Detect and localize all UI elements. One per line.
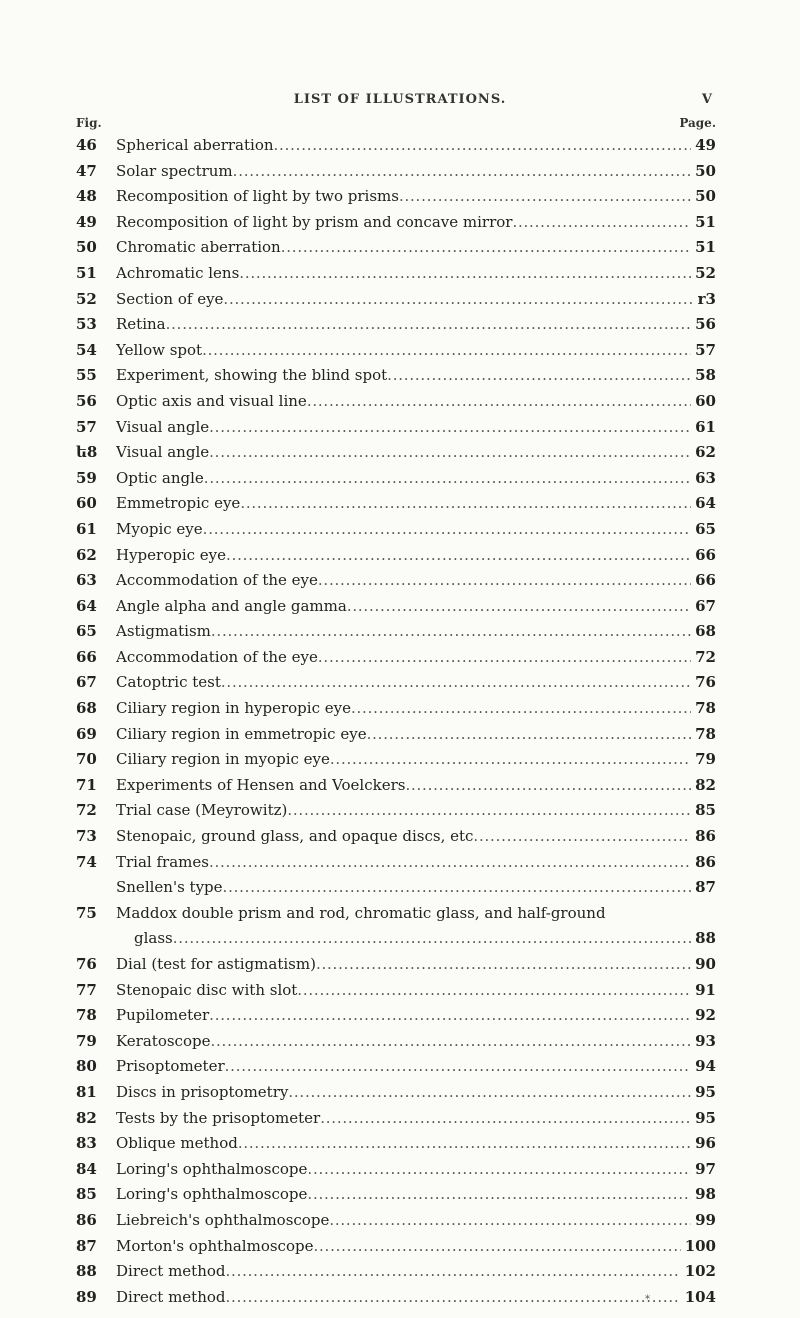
entry-title: Discs in prisoptometry	[116, 1082, 289, 1101]
dot-leader	[211, 619, 691, 645]
entry-line	[116, 389, 716, 415]
dot-leader	[307, 1157, 691, 1183]
entry-line	[116, 824, 716, 850]
dot-leader	[210, 1029, 691, 1055]
entry-title: Dial (test for astigmatism)	[116, 955, 316, 973]
entry-line	[116, 491, 716, 517]
entry-title: Hyperopic eye	[116, 545, 227, 564]
list-item	[76, 184, 716, 210]
entry-title: Visual angle	[116, 417, 210, 436]
page-number: 50	[695, 187, 716, 206]
page-number: 76	[695, 673, 716, 692]
fig-number: 84	[76, 1159, 97, 1178]
entry-title: Astigmatism	[116, 622, 211, 641]
entry-title: Retina	[116, 315, 166, 334]
fig-number: 82	[76, 1108, 97, 1127]
entry-title: Accommodation of the eye	[116, 647, 318, 666]
entry-title: Stenopaic disc with slot	[116, 980, 298, 999]
fig-number: 54	[76, 340, 97, 359]
page-number: 63	[695, 468, 716, 487]
dot-leader	[387, 363, 691, 389]
entry-title: Prisoptometer	[116, 1057, 225, 1076]
fig-number: 76	[76, 955, 97, 973]
dot-leader	[297, 978, 691, 1004]
entry-line	[116, 645, 716, 671]
fig-number: 68	[76, 699, 97, 718]
column-headings	[76, 116, 716, 134]
entry-title: Ciliary region in hyperopic eye	[116, 699, 351, 718]
dot-leader	[473, 824, 691, 850]
dot-leader	[320, 1106, 691, 1132]
entry-line	[116, 517, 716, 543]
dot-leader	[330, 747, 691, 773]
dot-leader	[233, 159, 691, 185]
fig-number: 75	[76, 903, 97, 922]
fig-number: 53	[76, 315, 97, 334]
fig-number: 81	[76, 1082, 97, 1101]
entry-line	[116, 1182, 716, 1208]
entry-line	[116, 1054, 716, 1080]
fig-number: 63	[76, 571, 97, 590]
page-number: 86	[695, 827, 716, 846]
fig-number: 89	[76, 1287, 97, 1306]
entry-title: Loring's ophthalmoscope	[116, 1159, 308, 1178]
fig-number: 69	[76, 724, 97, 743]
entry-title: Direct method	[116, 1262, 226, 1281]
entry-title: Angle alpha and angle gamma	[116, 596, 347, 615]
fig-number: 51	[76, 263, 97, 282]
entry-line	[116, 850, 716, 876]
fig-number: 65	[76, 622, 97, 641]
entry-line	[116, 1285, 716, 1311]
page-number: 52	[695, 263, 716, 282]
fig-number: 46	[76, 136, 97, 154]
fig-number: 64	[76, 596, 97, 615]
dot-leader	[225, 1054, 691, 1080]
fig-number: 79	[76, 1031, 97, 1050]
list-item	[76, 645, 716, 671]
entry-line	[116, 568, 716, 594]
entry-title: Ciliary region in emmetropic eye	[116, 724, 367, 743]
fig-number: 59	[76, 468, 97, 487]
entry-line	[116, 978, 716, 1004]
page-number: 93	[695, 1031, 716, 1050]
entry-line	[116, 1106, 716, 1132]
running-head	[0, 92, 800, 112]
running-head-title: LIST OF ILLUSTRATIONS.	[293, 92, 507, 107]
entry-line	[116, 287, 716, 313]
list-item	[76, 1054, 716, 1080]
entry-title: Liebreich's ophthalmoscope	[116, 1210, 330, 1229]
entry-title: Visual angle	[116, 443, 210, 462]
entry-line	[116, 594, 716, 620]
fig-number: 72	[76, 801, 97, 820]
page-number: 58	[695, 366, 716, 385]
dot-leader	[351, 696, 691, 722]
entry-line	[116, 440, 716, 466]
list-item	[76, 261, 716, 287]
dot-leader	[240, 491, 691, 517]
fig-number: 62	[76, 545, 97, 564]
fig-number: 52	[76, 289, 97, 308]
entry-line	[116, 1131, 716, 1157]
fig-number: 47	[76, 161, 97, 180]
entry-title: Catoptric test	[116, 673, 221, 692]
list-item	[76, 159, 716, 185]
dot-leader	[173, 926, 691, 952]
dot-leader	[313, 1234, 680, 1260]
fig-number: 86	[76, 1210, 97, 1229]
page-number: 66	[695, 545, 716, 564]
list-item	[76, 670, 716, 696]
fig-number: 70	[76, 750, 97, 769]
list-item	[76, 901, 716, 927]
entry-title: Spherical aberration	[116, 136, 274, 154]
fig-number: 83	[76, 1134, 97, 1153]
dot-leader	[512, 210, 691, 236]
entry-line	[116, 670, 716, 696]
entry-line	[116, 747, 716, 773]
list-item	[76, 850, 716, 876]
entry-title: Loring's ophthalmoscope	[116, 1185, 308, 1204]
entry-line	[116, 1003, 716, 1029]
page-number: 49	[695, 136, 716, 154]
page-number: 72	[695, 647, 716, 666]
page-number: 95	[695, 1082, 716, 1101]
list-item	[76, 1157, 716, 1183]
dot-leader	[307, 389, 691, 415]
dot-leader	[274, 133, 692, 159]
list-item	[76, 440, 716, 466]
page-number: 91	[695, 980, 716, 999]
list-item	[76, 543, 716, 569]
entry-line	[116, 901, 716, 927]
page-number: 87	[695, 878, 716, 897]
entry-line	[116, 363, 716, 389]
list-item	[76, 133, 716, 159]
fig-number: 60	[76, 494, 97, 513]
dot-leader	[288, 1080, 691, 1106]
entry-line	[116, 235, 716, 261]
dot-leader	[318, 645, 691, 671]
list-item	[76, 594, 716, 620]
list-item	[76, 466, 716, 492]
entry-line	[116, 261, 716, 287]
entry-title: Ciliary region in myopic eye	[116, 750, 330, 769]
fig-number: 85	[76, 1185, 97, 1204]
fig-number: 87	[76, 1236, 97, 1255]
list-item	[76, 1106, 716, 1132]
entry-title: Oblique method	[116, 1134, 238, 1153]
fig-number: 88	[76, 1262, 97, 1281]
entry-title: Experiments of Hensen and Voelckers	[116, 775, 406, 794]
page-number: 94	[695, 1057, 716, 1076]
fig-number: 74	[76, 852, 97, 871]
entry-title: Keratoscope	[116, 1031, 211, 1050]
entry-title: Recomposition of light by prism and concave mirror	[116, 212, 513, 231]
page-numeral: V	[701, 92, 712, 107]
entry-title: Achromatic lens	[116, 263, 240, 282]
dot-leader	[318, 568, 691, 594]
list-item	[76, 1029, 716, 1055]
dot-leader	[204, 466, 691, 492]
entry-line	[116, 773, 716, 799]
entry-line	[116, 1208, 716, 1234]
list-item	[76, 773, 716, 799]
entry-line	[116, 184, 716, 210]
entry-line	[116, 159, 716, 185]
entry-line	[116, 619, 716, 645]
fig-number: 71	[76, 775, 97, 794]
dot-leader	[329, 1208, 691, 1234]
dot-leader	[226, 543, 691, 569]
fig-number: ե8	[76, 443, 98, 462]
entry-title: Trial frames	[116, 852, 209, 871]
list-item	[76, 1208, 716, 1234]
dot-leader	[399, 184, 691, 210]
entry-line	[116, 210, 716, 236]
page-number: 85	[695, 801, 716, 820]
list-item	[76, 722, 716, 748]
list-item	[76, 696, 716, 722]
page-number: 88	[695, 929, 716, 948]
dot-leader	[238, 1131, 691, 1157]
entry-title: Myopic eye	[116, 519, 203, 538]
dot-leader	[226, 1259, 681, 1285]
page-number: 62	[695, 443, 716, 462]
entry-title: Morton's ophthalmoscope	[116, 1236, 314, 1255]
page-number: 50	[695, 161, 716, 180]
page-number: 99	[695, 1210, 716, 1229]
fig-column-heading: Fig.	[76, 116, 102, 130]
entry-title: glass	[134, 929, 173, 948]
list-item	[76, 952, 716, 978]
dot-leader	[226, 1285, 681, 1311]
dot-leader	[221, 670, 691, 696]
dot-leader	[281, 235, 691, 261]
fig-number: 56	[76, 391, 97, 410]
entry-line	[116, 466, 716, 492]
dot-leader	[209, 415, 691, 441]
list-item	[76, 1182, 716, 1208]
page-number: 65	[695, 519, 716, 538]
page-number: 57	[695, 340, 716, 359]
page-number: 66	[695, 571, 716, 590]
page-number: 95	[695, 1108, 716, 1127]
dot-leader	[202, 338, 691, 364]
dot-leader	[347, 594, 691, 620]
page-number: 97	[695, 1159, 716, 1178]
page-number: 82	[695, 775, 716, 794]
list-item	[76, 389, 716, 415]
list-item	[76, 875, 716, 901]
dot-leader	[209, 850, 691, 876]
page-number: 104	[684, 1287, 716, 1306]
fig-number: 77	[76, 980, 97, 999]
dot-leader	[239, 261, 691, 287]
entry-line	[116, 338, 716, 364]
list-item	[76, 1285, 716, 1311]
list-item	[76, 235, 716, 261]
entry-line	[134, 926, 716, 952]
page-number: r3	[697, 289, 716, 308]
entry-line	[116, 415, 716, 441]
entry-title: Optic axis and visual line	[116, 391, 307, 410]
entry-line	[116, 952, 716, 978]
page-number: 78	[695, 699, 716, 718]
page-column-heading: Page.	[679, 116, 716, 130]
fig-number: 50	[76, 238, 97, 257]
list-item	[76, 491, 716, 517]
dot-leader	[367, 722, 692, 748]
dot-leader	[405, 773, 691, 799]
fig-number: 78	[76, 1006, 97, 1025]
entry-title: Pupilometer	[116, 1006, 210, 1025]
entry-title: Section of eye	[116, 289, 224, 308]
page-number: 100	[684, 1236, 716, 1255]
page-number: 92	[695, 1006, 716, 1025]
list-item	[76, 210, 716, 236]
list-item	[76, 1080, 716, 1106]
dot-leader	[166, 312, 692, 338]
page-number: 51	[695, 212, 716, 231]
entry-title: Snellen's type	[116, 878, 223, 897]
fig-number: 49	[76, 212, 97, 231]
entry-title: Recomposition of light by two prisms	[116, 187, 399, 206]
list-item	[76, 312, 716, 338]
page-number: 60	[695, 391, 716, 410]
page-number: 98	[695, 1185, 716, 1204]
entry-title: Accommodation of the eye	[116, 571, 318, 590]
dot-leader	[203, 517, 691, 543]
fig-number: 80	[76, 1057, 97, 1076]
fig-number: 57	[76, 417, 97, 436]
list-item	[76, 978, 716, 1004]
entry-line	[116, 1029, 716, 1055]
page-number: 90	[695, 955, 716, 973]
page-number: 56	[695, 315, 716, 334]
illustrations-list	[76, 133, 716, 1310]
list-item	[76, 287, 716, 313]
entry-line	[116, 798, 716, 824]
entry-line	[116, 696, 716, 722]
page-number: 86	[695, 852, 716, 871]
list-item	[76, 1003, 716, 1029]
entry-line	[116, 133, 716, 159]
page-number: 64	[695, 494, 716, 513]
fig-number: 61	[76, 519, 97, 538]
fig-number: 55	[76, 366, 97, 385]
entry-title: Experiment, showing the blind spot	[116, 366, 388, 385]
entry-line	[116, 722, 716, 748]
list-item	[76, 1259, 716, 1285]
entry-title: Emmetropic eye	[116, 494, 241, 513]
printer-mark: *	[645, 1294, 650, 1305]
page-number: 68	[695, 622, 716, 641]
dot-leader	[209, 1003, 691, 1029]
entry-title: Chromatic aberration	[116, 238, 281, 257]
page-number: 78	[695, 724, 716, 743]
page-number: 96	[695, 1134, 716, 1153]
entry-title: Direct method	[116, 1287, 226, 1306]
entry-title: Stenopaic, ground glass, and opaque discs, etc	[116, 827, 474, 846]
entry-line	[116, 1234, 716, 1260]
page-number: 102	[684, 1262, 716, 1281]
fig-number: 67	[76, 673, 97, 692]
list-item	[76, 568, 716, 594]
entry-title: Trial case (Meyrowitz)	[116, 801, 288, 820]
list-item	[76, 926, 716, 952]
entry-title: Solar spectrum	[116, 161, 233, 180]
list-item	[76, 1131, 716, 1157]
entry-title: Tests by the prisoptometer	[116, 1108, 321, 1127]
list-item	[76, 747, 716, 773]
entry-line	[116, 1259, 716, 1285]
list-item	[76, 363, 716, 389]
list-item	[76, 338, 716, 364]
entry-title: Yellow spot	[116, 340, 203, 359]
dot-leader	[209, 440, 691, 466]
entry-title: Optic angle	[116, 468, 204, 487]
page-number: 51	[695, 238, 716, 257]
entry-line	[116, 875, 716, 901]
entry-title: Maddox double prism and rod, chromatic glass, and half-ground	[116, 903, 606, 922]
list-item	[76, 1234, 716, 1260]
page-number: 61	[695, 417, 716, 436]
dot-leader	[287, 798, 691, 824]
dot-leader	[223, 287, 693, 313]
list-item	[76, 619, 716, 645]
entry-line	[116, 1157, 716, 1183]
entry-line	[116, 1080, 716, 1106]
entry-line	[116, 312, 716, 338]
entry-line	[116, 543, 716, 569]
dot-leader	[223, 875, 692, 901]
list-item	[76, 798, 716, 824]
dot-leader	[316, 952, 691, 978]
fig-number: 73	[76, 827, 97, 846]
fig-number: 66	[76, 647, 97, 666]
list-item	[76, 824, 716, 850]
page-number: 67	[695, 596, 716, 615]
list-item	[76, 517, 716, 543]
page-number: 79	[695, 750, 716, 769]
dot-leader	[307, 1182, 691, 1208]
fig-number: 48	[76, 187, 97, 206]
list-item	[76, 415, 716, 441]
